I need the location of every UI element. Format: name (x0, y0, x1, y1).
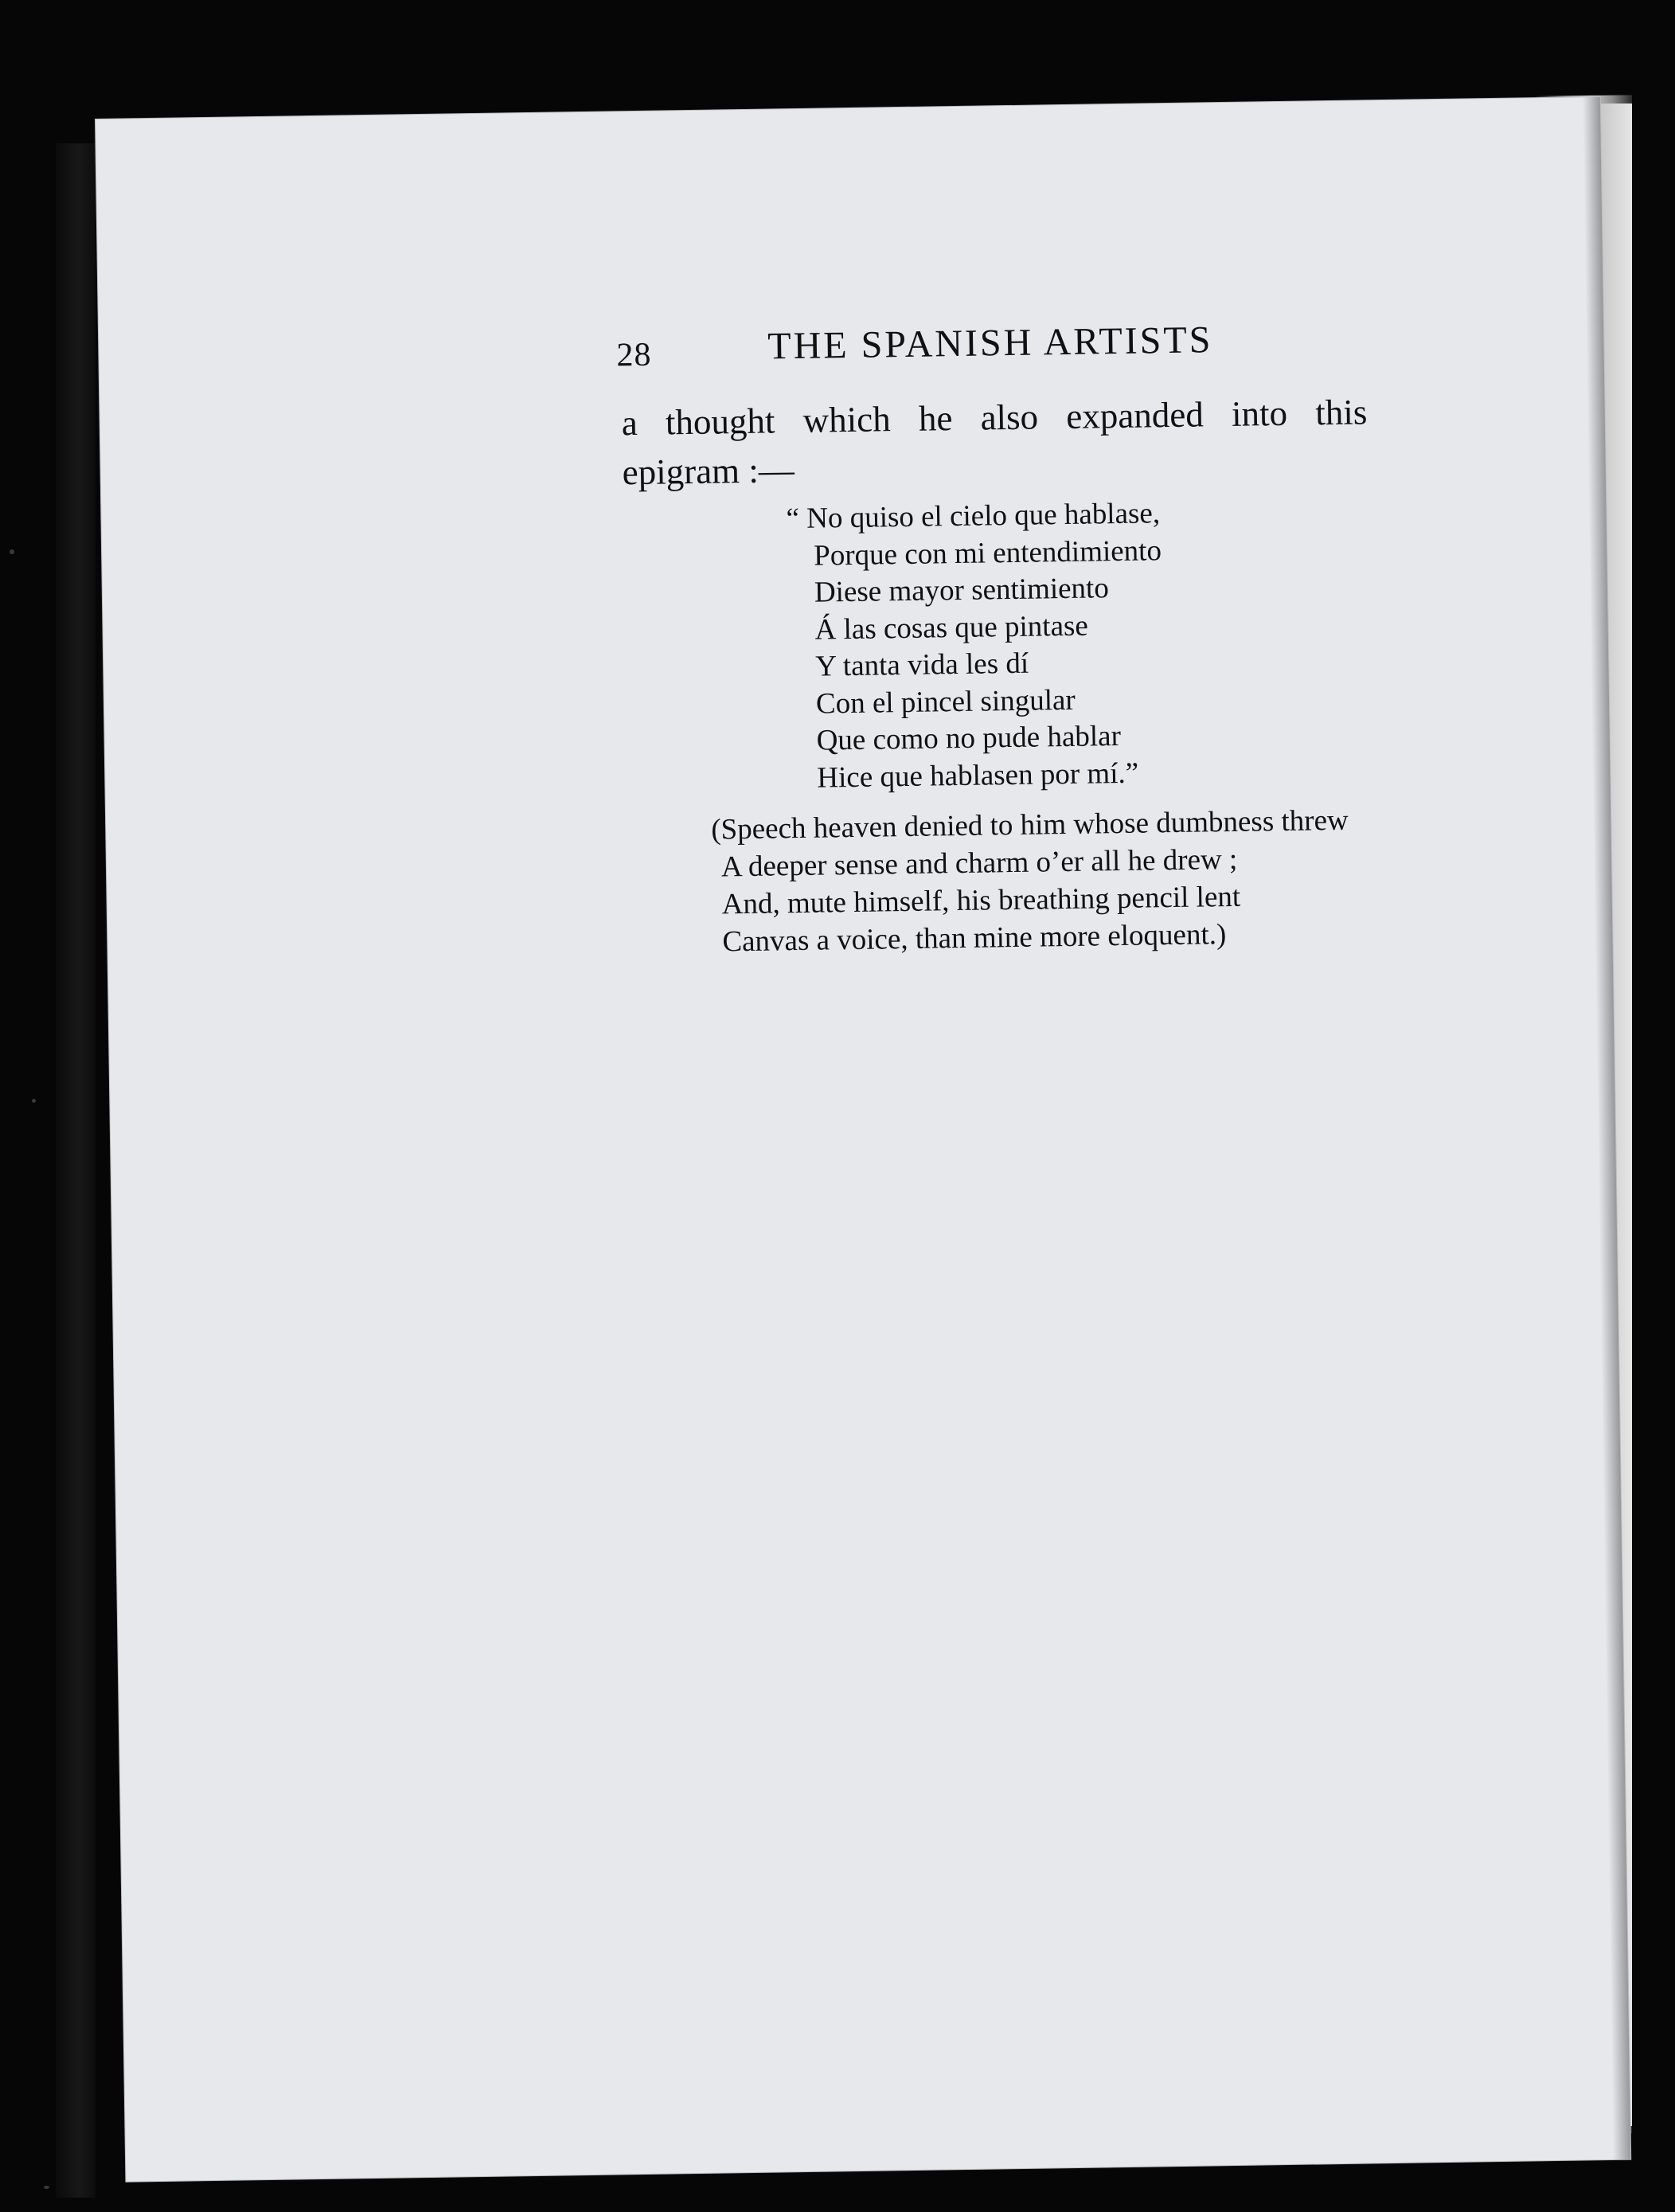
running-head (616, 316, 1333, 390)
translation-line: Canvas a voice, than mine more eloquent.) (722, 918, 1227, 959)
translation-line: And, mute himself, his breathing pencil lent (721, 880, 1241, 921)
book-cover-edge (56, 143, 96, 2198)
body-paragraph (621, 386, 1466, 498)
book-page (96, 97, 1630, 2182)
poem-line: “ No quiso el cielo que hablase, (786, 497, 1161, 536)
poem-line: Con el pincel singular (815, 683, 1076, 721)
poem-line: Diese mayor sentimiento (814, 572, 1110, 609)
poem-line: Que como no pude hablar (816, 719, 1122, 757)
poem-line: Hice que hablasen por mí.” (817, 756, 1139, 795)
paragraph-line: a thought which he also expanded into this (621, 392, 1368, 444)
scan-speck (44, 2186, 49, 2189)
poem-line: Á las cosas que pintase (814, 609, 1089, 647)
running-title: THE SPANISH ARTISTS (767, 319, 1213, 368)
english-translation (711, 802, 1350, 961)
spanish-epigram (786, 495, 1165, 797)
scan-speck (32, 1099, 36, 1103)
translation-line: A deeper sense and charm o’er all he drew ; (720, 842, 1238, 884)
translation-line: (Speech heaven denied to him whose dumbness threw (711, 803, 1349, 846)
poem-line: Y tanta vida les dí (814, 647, 1029, 683)
page-number: 28 (616, 336, 652, 374)
poem-line: Porque con mi entendimiento (813, 533, 1162, 573)
scan-speck (10, 549, 14, 554)
paragraph-line: epigram :— (622, 450, 795, 493)
